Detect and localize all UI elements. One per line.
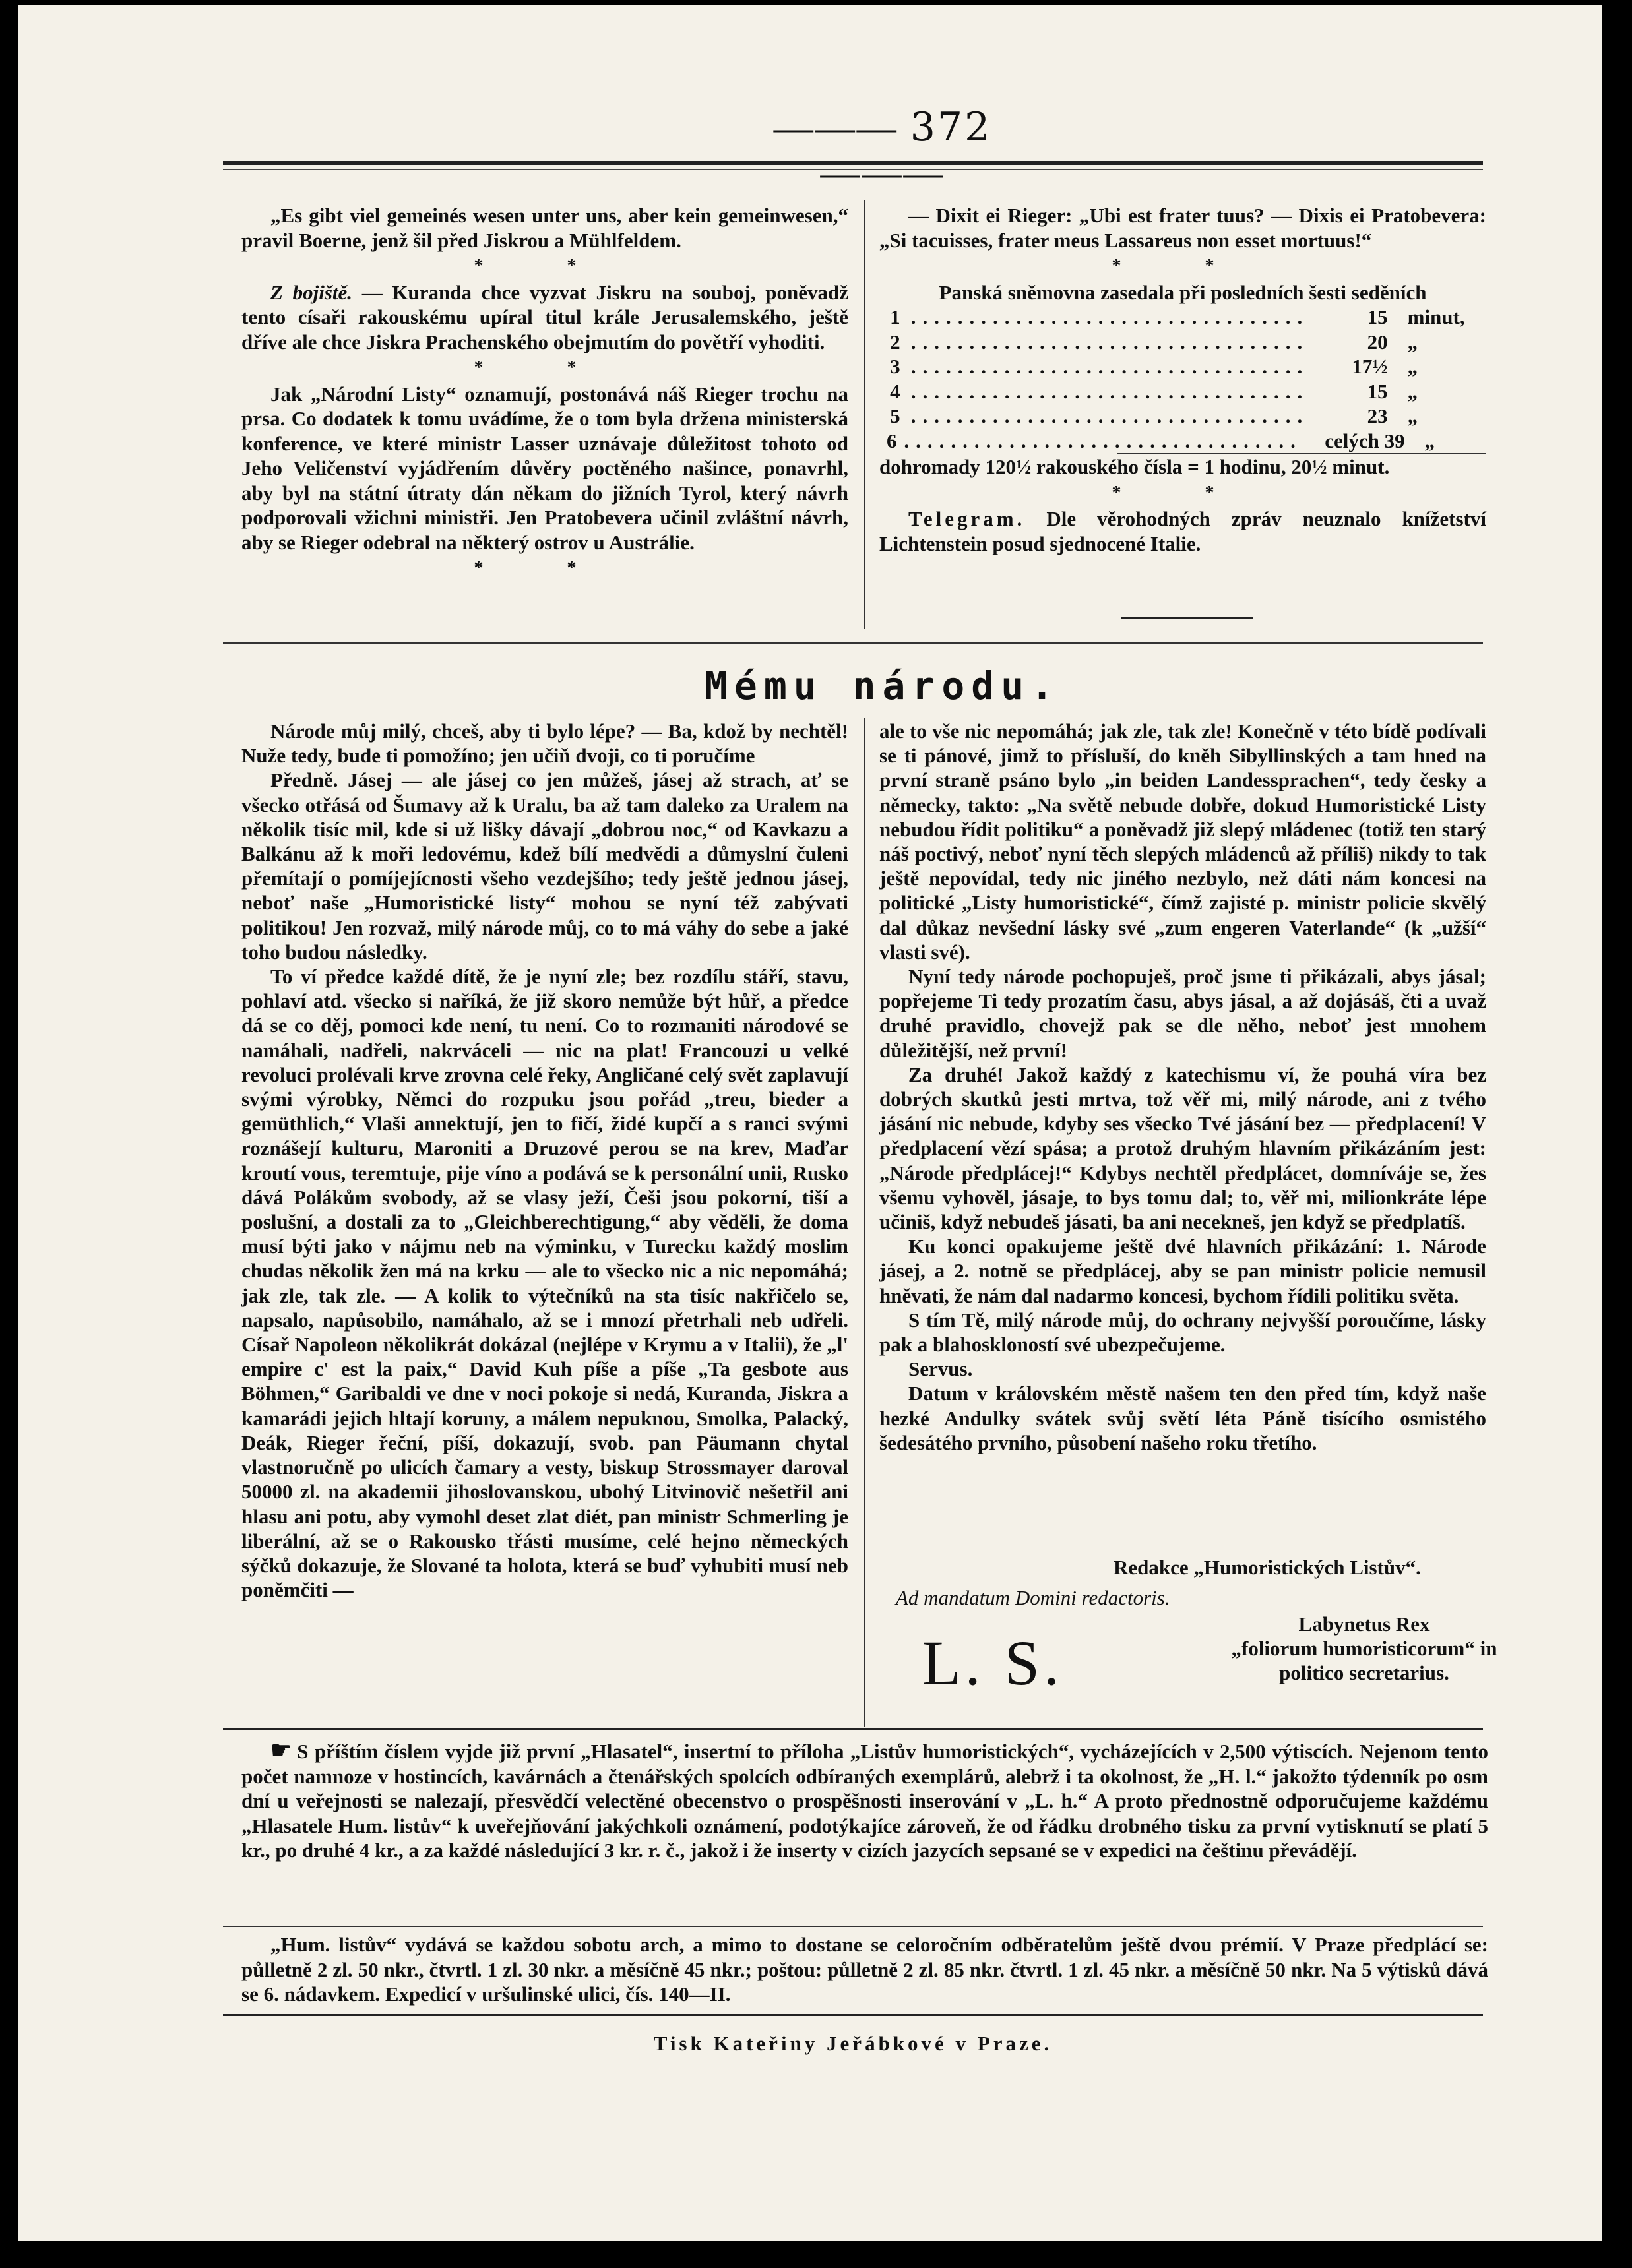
- section-rule: [223, 1926, 1483, 1927]
- article-paragraph: ale to vše nic nepomáhá; jak zle, tak zle! Konečně v této bídě podívali se ti pánové, jimž to přísluší, do kněh Sibyllinských a tam hned na první straně psáno bylo „in beiden Landessprachen“, tedy česky a německy, takto: „Na světě nebude dobře, dokud Humoristické Listy nebudou řídit politiku“ a poněvadž již slepý mládenec (totiž ten starý náš poctivý, neboť nyní těch slepých mládenců až příliš) nikdy to tak ještě nepovídal, tedy nic jiného nezbylo, než dáti nám koncesi na politické „Listy humoristické“, čímž zajisté p. ministr policie skvělý dal důkaz nevšední lásky své „zum engeren Vaterlande“ (k „užší“ vlasti své).: [879, 720, 1486, 964]
- printer-imprint: Tisk Kateřiny Jeřábkové v Praze.: [653, 2032, 1053, 2055]
- article-right-column: [879, 719, 1486, 1455]
- session-table: [879, 305, 1486, 453]
- column-divider: [864, 200, 865, 629]
- mandatum-line: Ad mandatum Domini redactoris.: [896, 1586, 1170, 1609]
- right-top-column: [879, 203, 1486, 556]
- subscription-text: „Hum. listův“ vydává se každou sobotu arch, a mimo to dostane se celoročním odběratelům ještě dvou prémií. V Praze předplácí se: půlletně 2 zl. 50 nkr., čtvrtl. 1 zl. 30 nkr. a měsíčně 45 nkr.; poštou: půlletně 2 zl. 85 nkr. čtvrtl. 1 zl. 45 nkr. a měsíčně 50 nkr. Na 5 výtisků dává se 6. nádavkem. Expedicí v uršulinské ulici, čís. 140—II.: [241, 1933, 1488, 2006]
- separator-stars: * *: [474, 256, 616, 276]
- ornament-rule: [1121, 617, 1253, 619]
- article-paragraph: S tím Tě, milý národe můj, do ochrany nejvyšší poroučíme, lásky pak a blahoskloností své ubezpečujeme.: [879, 1308, 1486, 1357]
- table-row: 1 .................................. 15 minut,: [890, 305, 1465, 328]
- table-row: 6 .................................. celých 39 „: [886, 429, 1435, 452]
- article-paragraph: Nyní tedy národe pochopuješ, proč jsme ti přikázali, abys jásal; popřejeme Ti tedy prozatím času, abys jásal, a až dojásáš, čti a uvaž druhé pravidlo, chovejž pak se dle něho, neboť jest mnohem důležitější, než první!: [879, 965, 1486, 1062]
- table-total: dohromady 120½ rakouského čísla = 1 hodinu, 20½ minut.: [879, 455, 1390, 478]
- article-paragraph: To ví předce každé dítě, že je nyní zle; bez rozdílu stáří, stavu, pohlaví atd. všecko si naříká, že již skoro nemůže být hůř, a předce dá se co děj, pomoci kde není, tu není. Co to rozmaniti národové se namáhali, nadřeli, nakrváceli — nic na plat! Francouzi u velké revoluci prolévali krve zrovna celé řeky, Angličané celý svět zaplavují svými výrobky, Němci do rozpuku jsou pořád „treu, bieder a gemüthlich,“ Vlaši annektují, jen to fičí, židé kupčí a s ranci svými roznášejí kulturu, Maroniti a Druzové perou se na krev, Maďar kroutí vous, teremtuje, pije víno a podává se k personální unii, Rusko dává Polákům svobody, až se vlasy ježí, Češi jsou pokorní, tiší a poslušní, a dostali za to „Gleichberechtigung,“ aby věděli, že doma musí býti jako v nájmu neb na výminku, v Turecku každý moslim chudas několik žen má na krku — ale to všecko nic a nic nepomáhá; jak zle, tak zle. — A kolik to výtečníků na sta tisíc nakřičelo se, napsalo, napůsobilo, namáhalo, až se i mnozí přetrhali neb udřeli. Císař Napoleon několikrát dokázal (nejlépe v Krymu a v Italii), že „l' empire c' est la paix,“ David Kuh píše a píše „Ta gesbote aus Böhmen,“ Garibaldi ve dne v noci pokoje si nedá, Kuranda, Jiskra a kamarádi jejich hltají koruny, a málem nepuknou, Smolka, Palacký, Deák, Rieger řeční, píší, dokazují, svob. pan Päumann chytal vlastnoručně po ulicích čamary a vesty, biskup Strossmayer daroval 50000 zl. na akademii jihoslovanskou, ubohý Litvinovič nešetřil ani hlasu ani potu, aby vymohl deset zlat diét, pan ministr Schmerling je liberální, až se o Rakousko třásti musíme, celé hejno německých sýčků dokazuje, že Slované ta holota, která se buď vyhubiti musí neb poněmčiti —: [241, 965, 848, 1602]
- header-rule: [223, 161, 1483, 165]
- locus-sigilli: L. S.: [922, 1628, 1064, 1698]
- rieger-article: Jak „Národní Listy“ oznamují, postonává náš Rieger trochu na prsa. Co dodatek k tomu uvádíme, že o tom byla držena ministerská konference, ve které ministr Lasser uznávaje důležitost tohoto od Jeho Veličenství vyjádřením důvěry poctěného našince, ponavrhl, aby byl na státní útraty dán někam do jižních Tyrol, který návrh podporovali vžichni ministři. Jen Pratobevera učinil zvláštní návrh, aby se Rieger odebral na některý ostrov u Austrálie.: [241, 382, 848, 554]
- table-row: 3 .................................. 17½ „: [890, 355, 1418, 378]
- zbojiste-text: — Kuranda chce vyzvat Jiskru na souboj, poněvadž tento císaři rakouskému upíral titul krále Jerusalemského, ještě dříve ale chce Jiskra Prachenského obejmutím do povětří vyhoditi.: [241, 280, 849, 353]
- boerne-quote: „Es gibt viel gemeinés wesen unter uns, aber kein gemeinwesen,“ pravil Boerne, jenž šil před Jiskrou a Mühlfeldem.: [241, 204, 848, 252]
- article-paragraph: Ku konci opakujeme ještě dvé hlavních přikázání: 1. Národe jásej, a 2. notně se předplácej, aby se pan ministr policie nemusil hněvati, že nám dal nadarmo koncesi, bychom řídili politiku světa.: [879, 1235, 1486, 1307]
- table-title: Panská sněmovna zasedala při posledních šesti seděních: [939, 280, 1427, 304]
- newspaper-page: [18, 5, 1602, 2241]
- table-row: 5 .................................. 23 „: [890, 404, 1418, 427]
- signer-title: politico secretarius.: [1279, 1661, 1449, 1684]
- hlasatel-notice: [241, 1738, 1488, 1863]
- article-paragraph: Za druhé! Jakož každý z katechismu ví, že pouhá víra bez dobrých skutků jesti mrtva, tož věř mi, milý národe, ani z tvého jásání nic nebude, kdyby ses všecko Tvé jásání bez — předplacení! V předplacení vězí spása; a protož druhým hlavním přikázáním jest: „Národe předplácej!“ Kdybys nechtěl předplácet, domníváje se, žes všemu vyhověl, jásaje, to bys tomu dal; to, věř mi, milionkráte lépe učiniš, když nebudeš jásati, ba ani necekneš, jen když se předplatíš.: [879, 1062, 1486, 1234]
- section-rule: [223, 2014, 1483, 2016]
- telegram-text: Dle věrohodných zpráv neuznalo knížetství Lichtenstein posud sjednocené Italie.: [879, 507, 1486, 555]
- article-paragraph: Servus.: [908, 1357, 973, 1381]
- article-paragraph: Datum v královském městě našem ten den před tím, když naše hezké Andulky svátek svůj světí léta Páně tisícího osmistého šedesátého prvního, působení našeho roku třetího.: [879, 1382, 1486, 1454]
- zbojiste-label: Z bojiště.: [270, 280, 353, 304]
- redakce-signature: Redakce „Humoristických Listův“.: [1114, 1556, 1421, 1579]
- article-paragraph: Národe můj milý, chceš, aby ti bylo lépe? — Ba, kdož by nechtěl! Nuže tedy, bude ti pomožíno; jen učiň dvoji, co ti poručíme: [241, 720, 848, 768]
- separator-stars: * *: [1112, 256, 1254, 276]
- section-rule: [223, 642, 1483, 644]
- page-number: ——— 372 ———: [773, 104, 992, 195]
- column-divider: [864, 718, 865, 1727]
- table-row: 2 .................................. 20 „: [890, 330, 1418, 353]
- left-top-column: [241, 203, 848, 582]
- signer-title: „foliorum humoristicorum“ in: [1231, 1637, 1497, 1660]
- separator-stars: * *: [474, 357, 616, 378]
- article-paragraph: Předně. Jásej — ale jásej co jen můžeš, jásej až strach, ať se všecko otřásá od Šumavy až k Uralu, ba až tam daleko za Uralem na několik tisíc mil, kde si už lišky dávají „dobrou noc,“ od Kavkazu a Balkánu až k moři ledovému, kdež bílí medvědi a důmyslní čuleni přemítají o pomíjejícnosti všeho vezdejšího; tedy ještě jednou jásej, neboť naše „Humoristické listy“ mohou se nyní též zabývati politikou! Jen rozvaž, milý národe můj, co to má váhy do sebe a jaké toho budou následky.: [241, 768, 848, 964]
- header-rule-thin: [223, 169, 1483, 170]
- subscription-info: [241, 1932, 1488, 2007]
- section-rule: [223, 1728, 1483, 1730]
- pointing-hand-icon: ☛: [270, 1737, 292, 1763]
- signer-name: Labynetus Rex: [1298, 1612, 1430, 1636]
- separator-stars: * *: [1112, 482, 1254, 503]
- telegram-label: Telegram.: [908, 507, 1026, 530]
- notice-text: S příštím číslem vyjde již první „Hlasatel“, insertní to příloha „Listův humoristických“, vycházejících v 2,500 výtiscích. Nejenom tento počet namnoze v hostincích, kavárnách a čtenářských spolcích odbíraných exemplárů, alebrž i ta okolnost, že „H. l.“ jakožto týdenník po osm dní u veřejnosti se nalezají, přesvědčí velectěné obecenstvo o prospěšnosti inserování v „L. h.“ A proto přednostně odporučujeme každému „Hlasatele Hum. listův“ k uveřejňování jakýchkoli oznámení, podotýkajíce zároveň, že od řádku drobného tisku za první vytisknutí se platí 5 kr., po druhé 4 kr., a za každé následující 3 kr. r. č., jakož i že inserty v cizích jazycích sepsané se v expedici na češtinu převádějí.: [241, 1740, 1488, 1862]
- separator-stars: * *: [474, 558, 616, 578]
- article-title: Mému národu.: [705, 663, 1061, 708]
- table-row: 4 .................................. 15 „: [890, 379, 1418, 403]
- article-left-column: [241, 719, 848, 1602]
- signer-block: [1193, 1612, 1536, 1685]
- dixit-text: — Dixit ei Rieger: „Ubi est frater tuus? — Dixis ei Pratobevera: „Si tacuisses, frater meus Lassareus non esset mortuus!“: [879, 204, 1486, 252]
